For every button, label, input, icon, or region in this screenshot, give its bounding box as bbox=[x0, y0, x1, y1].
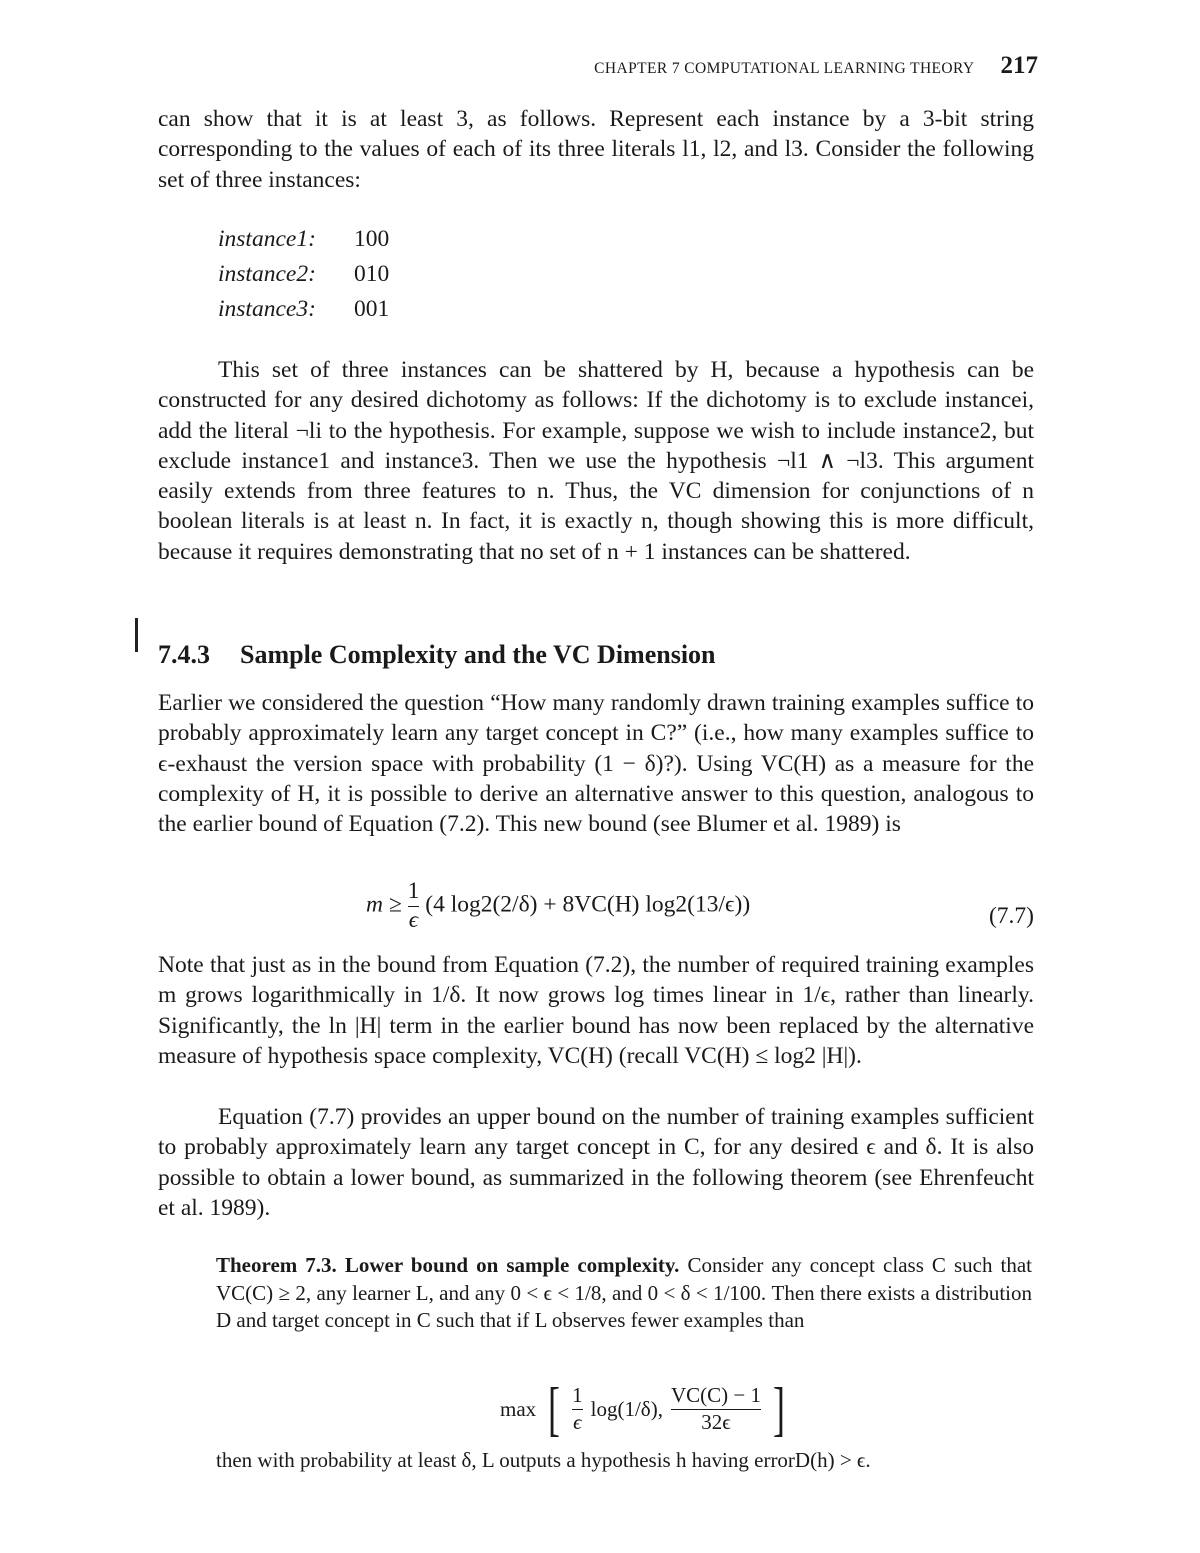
instance-value: 001 bbox=[354, 296, 390, 322]
right-bracket: ] bbox=[772, 1376, 785, 1442]
note-paragraph: Note that just as in the bound from Equation (7.2), the number of required training examples m grows logarithmically in 1/δ. It now grows log times linear in 1/ϵ, rather than linearly. Significantly, the ln |H| term in the earlier bound has now been replaced by the alternative measure of hypothesis space complexity, VC(H) (recall VC(H) ≤ log2 |H|). bbox=[158, 952, 1034, 1069]
term1-numerator: 1 bbox=[572, 1383, 583, 1408]
instance-value: 100 bbox=[354, 226, 390, 252]
fraction-numerator: 1 bbox=[407, 878, 420, 904]
shatter-paragraph: This set of three instances can be shattered by H, because a hypothesis can be constructed for any desired dichotomy as follows: If the dichotomy is to exclude instancei, add the literal ¬li to the hypothesis. For example, suppose we wish to include instance2, but exclude instance1 and instance3. Then we use the hypothesis ¬l1 ∧ ¬l3. This argument easily extends from three features to n. Thus, the VC dimension for conjunctions of n boolean literals is at least n. In fact, it is exactly n, though showing this is more difficult, because it requires demonstrating that no set of n + 1 instances can be shattered. bbox=[158, 357, 1034, 565]
instance-name: instance2: bbox=[218, 261, 316, 287]
term1-denominator: ϵ bbox=[573, 1409, 582, 1434]
intro-paragraph: can show that it is at least 3, as follows. Represent each instance by a 3-bit string corresponding to the values of each of its three literals l1, l2, and l3. Consider the following set of three instances: bbox=[158, 106, 1034, 193]
term2-numerator: VC(C) − 1 bbox=[670, 1383, 761, 1408]
max-word: max bbox=[500, 1396, 537, 1421]
fraction-denominator: ϵ bbox=[408, 906, 419, 933]
section-title: Sample Complexity and the VC Dimension bbox=[240, 640, 716, 669]
theorem-label: Theorem 7.3. bbox=[216, 1253, 337, 1277]
equation-label: (7.7) bbox=[988, 903, 1034, 929]
instance-name: instance3: bbox=[218, 296, 316, 322]
equation-lhs: m ≥ bbox=[366, 891, 402, 918]
theorem-title: Lower bound on sample complexity. bbox=[344, 1253, 680, 1277]
section-number: 7.4.3 bbox=[158, 640, 210, 669]
upper-bound-paragraph: Equation (7.7) provides an upper bound on the number of training examples sufficient to probably approximately learn any target concept in C, for any desired ϵ and δ. It is also possible to obtain a lower bound, as summarized in the following theorem (see Ehrenfeucht et al. 1989). bbox=[158, 1104, 1034, 1221]
instance-row bbox=[218, 222, 389, 257]
instance-row bbox=[218, 292, 389, 327]
section-heading bbox=[158, 640, 716, 670]
term1-tail: log(1/δ), bbox=[590, 1396, 663, 1421]
term2-denominator: 32ϵ bbox=[701, 1409, 731, 1434]
theorem-body: Consider any concept class C such that VC(C) ≥ 2, any learner L, and any 0 < ϵ < 1/8, and 0 < δ < 1/100. Then there exists a distribution D and target concept in C such that if L observes fewer examples than bbox=[216, 1253, 1032, 1333]
equation-fraction bbox=[408, 879, 420, 934]
term2-fraction bbox=[671, 1384, 761, 1433]
equation-rhs: (4 log2(2/δ) + 8VC(H) log2(13/ϵ)) bbox=[425, 891, 751, 918]
max-expression bbox=[500, 1376, 789, 1442]
running-head: CHAPTER 7 COMPUTATIONAL LEARNING THEORY bbox=[594, 60, 975, 77]
instance-value: 010 bbox=[354, 261, 390, 287]
section-paragraph: Earlier we considered the question “How many randomly drawn training examples suffice to probably approximately learn any target concept in C?” (i.e., how many examples suffice to ϵ-exhaust the version space with probability (1 − δ)?). Using VC(H) as a measure for the complexity of H, it is possible to derive an alternative answer to this question, analogous to the earlier bound of Equation (7.2). This new bound (see Blumer et al. 1989) is bbox=[158, 690, 1034, 838]
instance-row bbox=[218, 257, 389, 292]
instance-list bbox=[218, 222, 389, 327]
margin-mark bbox=[135, 618, 138, 652]
theorem-conclusion: then with probability at least δ, L outputs a hypothesis h having errorD(h) > ϵ. bbox=[216, 1448, 871, 1472]
left-bracket: [ bbox=[548, 1376, 561, 1442]
term1-fraction bbox=[572, 1384, 583, 1433]
theorem-block bbox=[216, 1252, 1032, 1335]
page-number: 217 bbox=[1000, 52, 1038, 79]
instance-name: instance1: bbox=[218, 226, 316, 252]
page-header bbox=[594, 52, 1038, 80]
equation-7-7 bbox=[366, 879, 1036, 939]
